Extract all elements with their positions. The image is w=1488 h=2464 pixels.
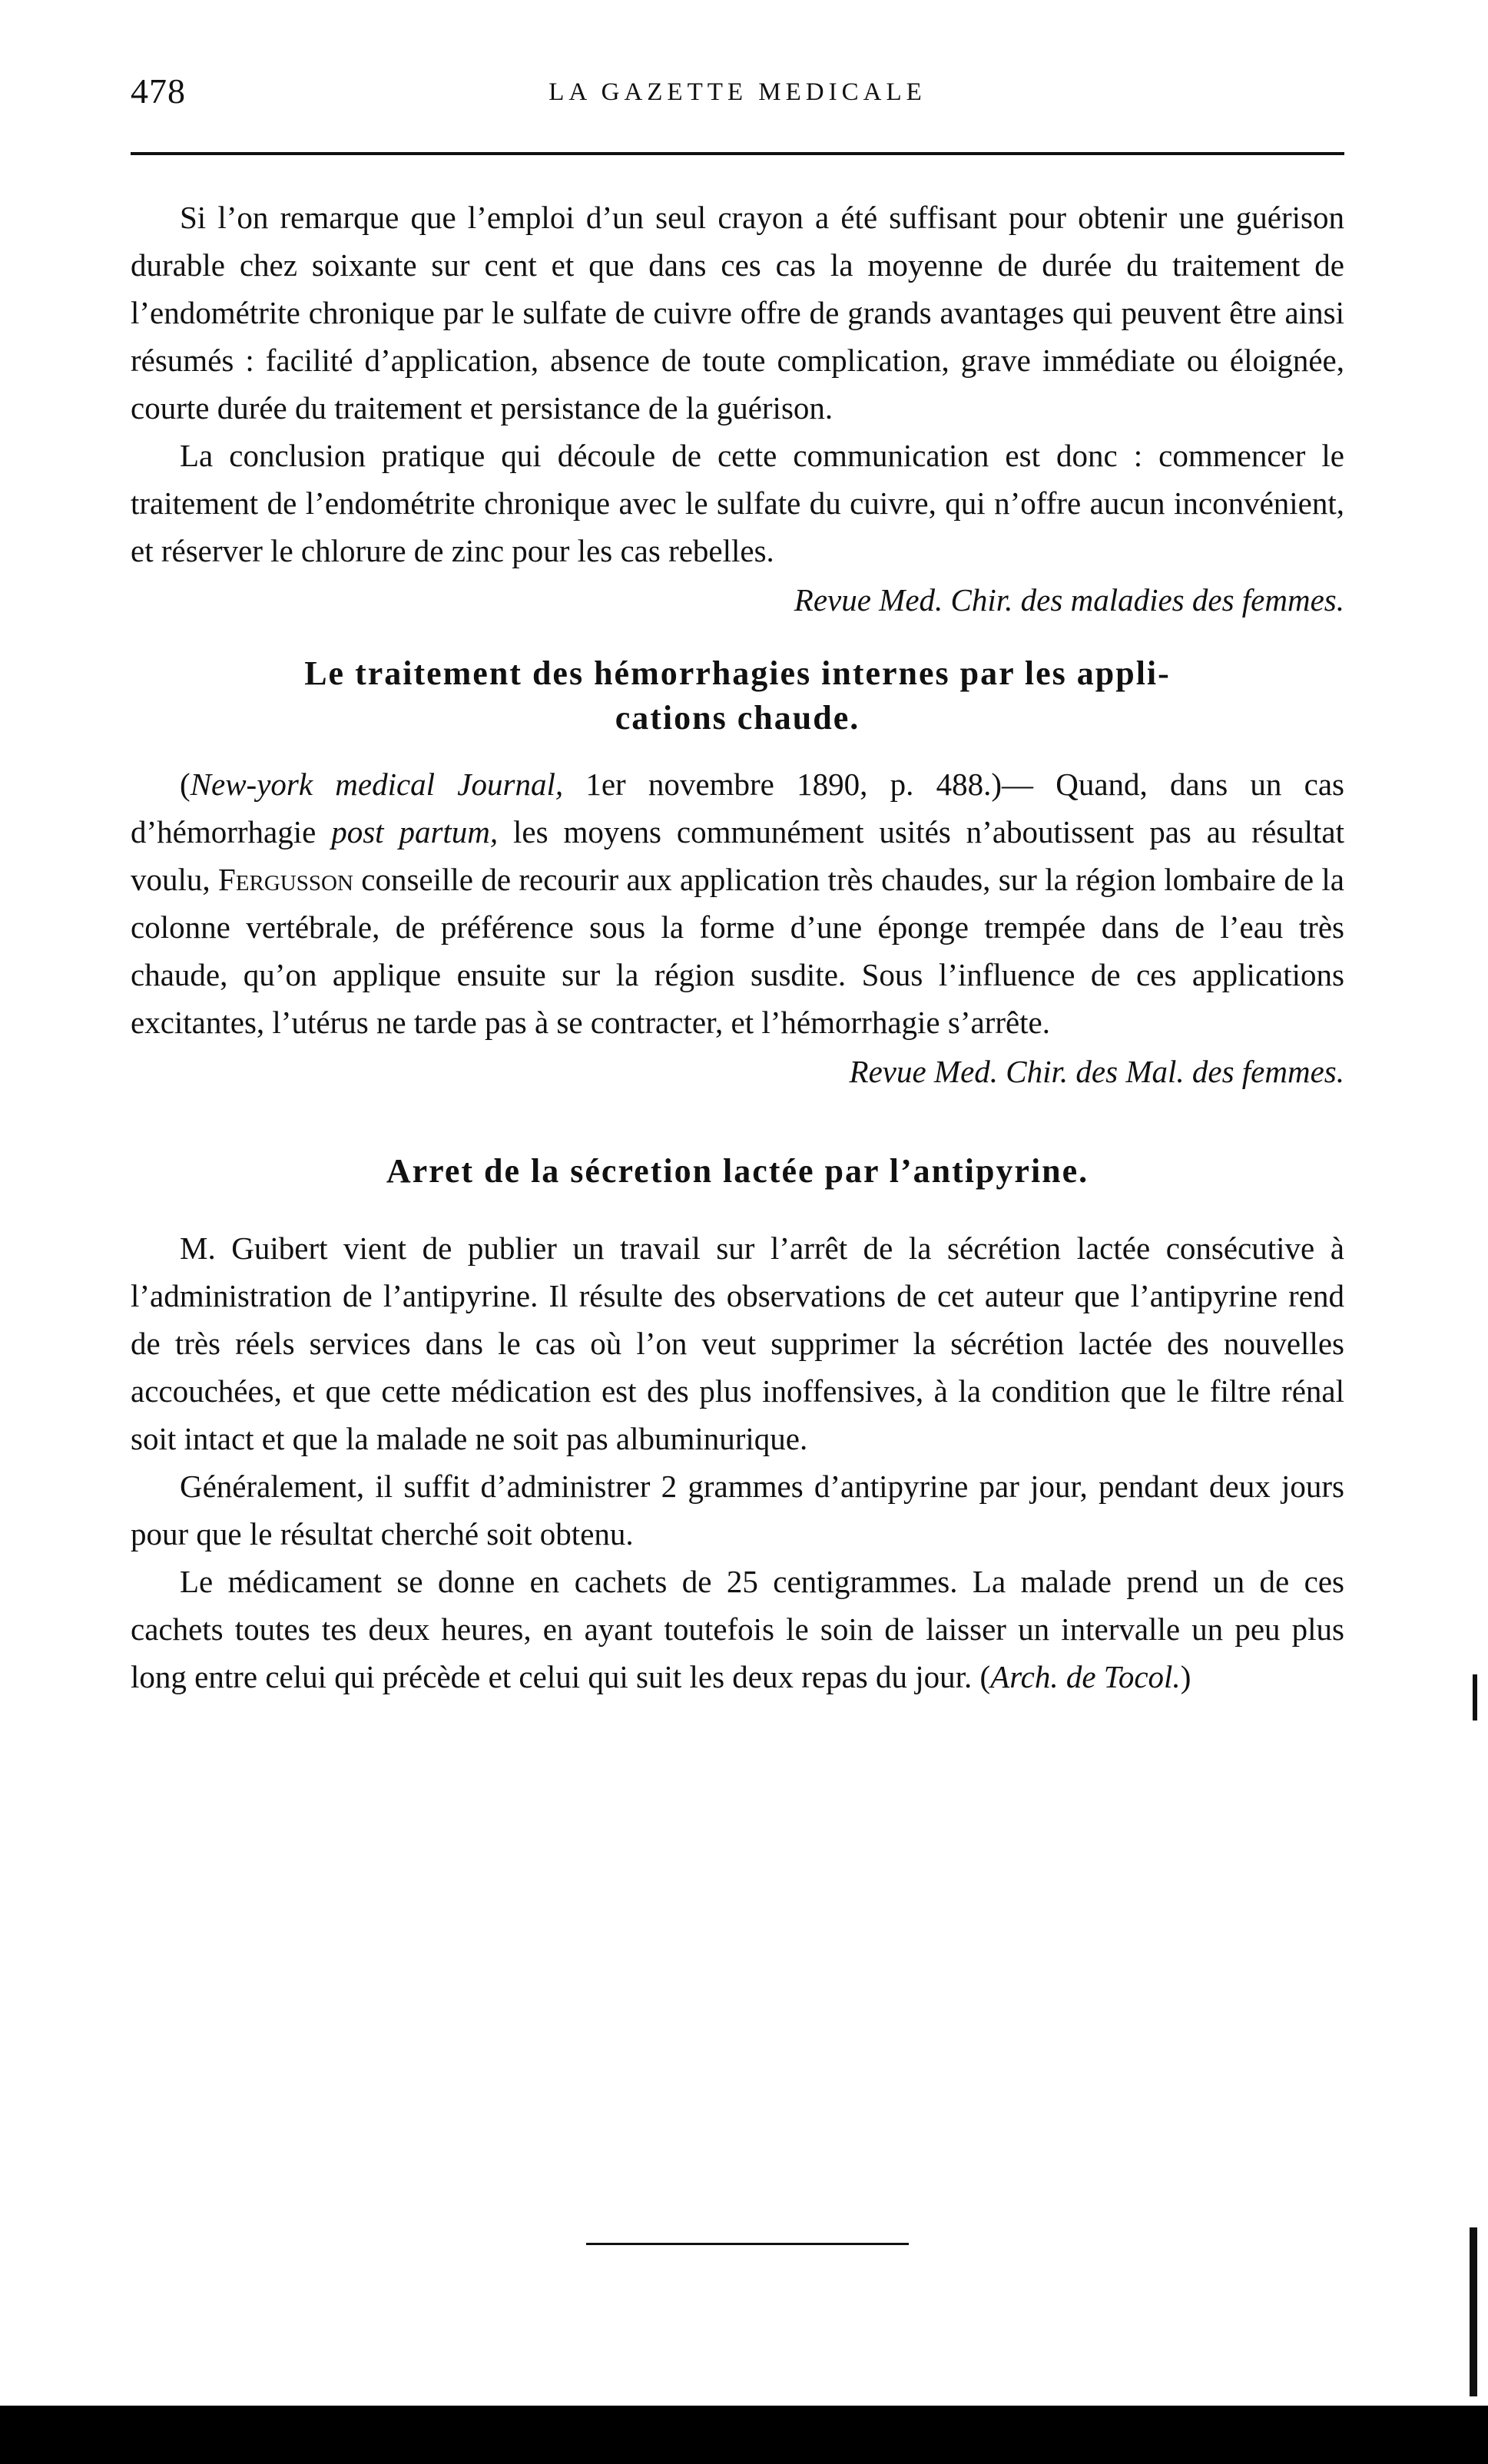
end-rule: [586, 2243, 909, 2245]
page-number: 478: [131, 71, 186, 111]
article2-source-journal: New-york medical Journal,: [190, 767, 564, 802]
article2-body-emphasis: post partum,: [331, 814, 499, 849]
article3-source: Arch. de Tocol.: [990, 1659, 1181, 1694]
article2-citation: Revue Med. Chir. des Mal. des femmes.: [849, 1054, 1344, 1089]
scan-edge-mark: [1470, 2227, 1477, 2396]
article2-paragraph: [131, 760, 1344, 1046]
scan-bottom-band: [0, 2406, 1488, 2464]
article3-paragraph-1: M. Guibert vient de publier un travail sur l’arrêt de la sécrétion lactée consécutive à l’administration de l’antipyrine. Il résulte des observations de cet auteur que l’antipyrine rend de très réels services dans le cas où l’on veut supprimer la sécrétion lactée des nouvelles accouchées, et que cette médication est des plus inoffensives, à la condition que le filtre rénal soit intact et que la malade ne soit pas albuminurique.: [131, 1230, 1344, 1456]
article2-title-line-2: cations chaude.: [615, 699, 860, 737]
article2-body-part-3: conseille de recourir aux application très chaudes, sur la région lombaire de la colonne vertébrale, de préférence sous la forme d’une éponge trempée dans de l’eau très chaude, qu’on applique ensuite sur la région susdite. Sous l’influence de ces applications excitantes, l’utérus ne tarde pas à se contracter, et l’hémorrhagie s’arrête.: [131, 862, 1344, 1040]
article2-author: Fergusson: [218, 862, 353, 897]
article1-citation: Revue Med. Chir. des maladies des femmes.: [794, 582, 1344, 618]
article3-title: Arret de la sécretion lactée par l’antipyrine.: [386, 1152, 1089, 1190]
running-title: LA GAZETTE MEDICALE: [548, 78, 926, 106]
article2-body-part-2: les moyens communément usités n’aboutissent pas au résultat voulu,: [131, 814, 1344, 897]
article1-paragraph-2: La conclusion pratique qui découle de cette communication est donc : commencer le traitement de l’endométrite chronique avec le sulfate du cuivre, qui n’offre aucun inconvénient, et réserver le chlorure de zinc pour les cas rebelles.: [131, 438, 1344, 568]
article3-paragraph-3: [131, 1558, 1344, 1701]
scan-edge-mark: [1473, 1674, 1477, 1720]
article3-source-close: ): [1180, 1659, 1191, 1694]
article2-source-date: 1er novembre 1890, p. 488.): [563, 767, 1002, 802]
article3-paragraph-3-text: Le médicament se donne en cachets de 25 centigrammes. La malade prend un de ces cachets toutes tes deux heures, en ayant toutefois le soin de laisser un intervalle un peu plus long entre celui qui précède et celui qui suit les deux repas du jour. (: [131, 1564, 1344, 1694]
article2-source-open: (: [180, 767, 191, 802]
page-content: [131, 194, 1344, 1701]
article2-title-line-1: Le traitement des hémorrhagies internes par les appli-: [304, 654, 1171, 692]
article3-paragraph-2: Généralement, il suffit d’administrer 2 grammes d’antipyrine par jour, pendant deux jours pour que le résultat cherché soit obtenu.: [131, 1469, 1344, 1552]
article2-body-part-1: — Quand, dans un cas d’hémorrhagie: [131, 767, 1344, 849]
article2-title: [131, 651, 1344, 740]
page-header: [131, 71, 1344, 117]
article1-paragraph-1: Si l’on remarque que l’emploi d’un seul crayon a été suffisant pour obtenir une guérison durable chez soixante sur cent et que dans ces cas la moyenne de durée du traitement de l’endométrite chronique par le sulfate de cuivre offre de grands avantages qui peuvent être ainsi résumés : facilité d’application, absence de toute complication, grave immédiate ou éloignée, courte durée du traitement et persistance de la guérison.: [131, 200, 1344, 426]
header-rule: [131, 152, 1344, 155]
